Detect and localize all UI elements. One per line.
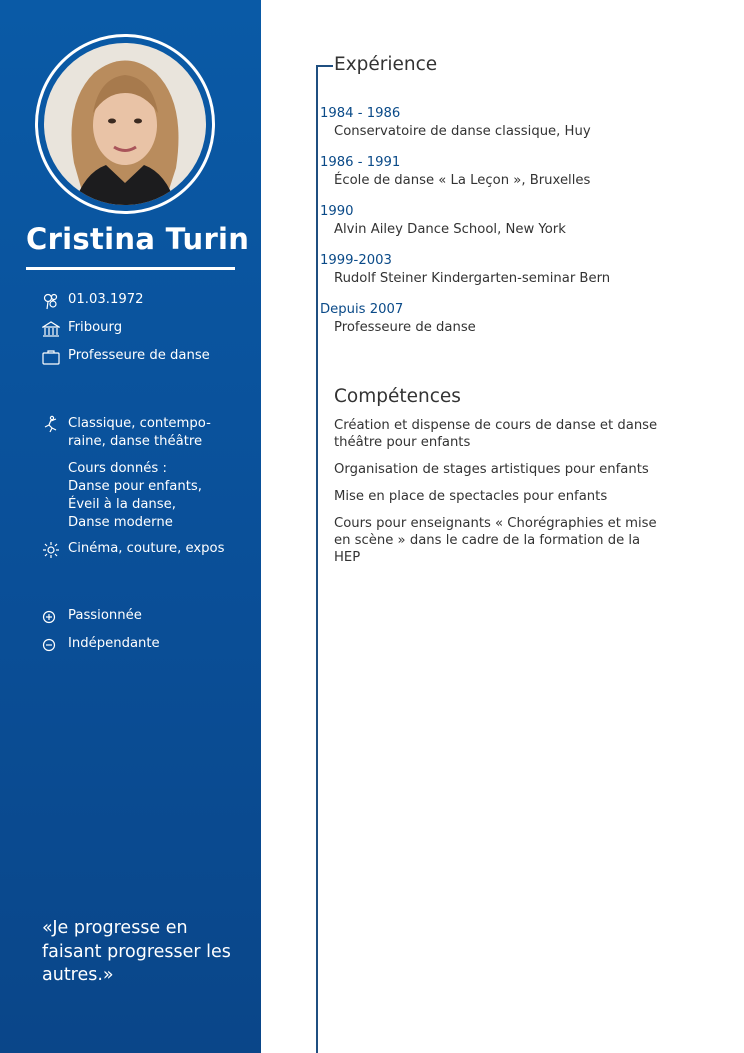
person-name: Cristina Turin	[26, 222, 250, 256]
skill-item	[334, 488, 684, 505]
name-underline	[26, 267, 235, 270]
experience-desc: Alvin Ailey Dance School, New York	[334, 222, 566, 237]
course-item: Danse pour enfants,	[68, 479, 202, 494]
birthday-icon	[42, 292, 60, 310]
experience-desc: École de danse « La Leçon », Bruxelles	[334, 173, 591, 188]
course-item: Danse moderne	[68, 515, 173, 530]
dancer-icon	[42, 415, 60, 433]
birthdate-row	[42, 292, 144, 310]
skill-line: en scène » dans le cadre de la formation de la	[334, 533, 641, 548]
dance-styles-line1: Classique, contempo-	[68, 416, 211, 431]
dance-styles-row	[42, 415, 211, 451]
skill-item	[334, 515, 684, 566]
courses-block	[68, 460, 202, 532]
skill-line: Organisation de stages artistiques pour enfants	[334, 462, 649, 477]
profession: Professeure de danse	[68, 348, 210, 363]
trait-negative-row	[42, 636, 160, 654]
minus-circle-icon	[42, 636, 60, 654]
skill-item	[334, 417, 684, 451]
experience-date: 1986 - 1991	[320, 155, 401, 170]
quote	[42, 917, 252, 988]
timeline-line	[316, 65, 318, 1053]
quote-line: autres.»	[42, 965, 114, 985]
experience-desc: Conservatoire de danse classique, Huy	[334, 124, 591, 139]
quote-line: «Je progresse en	[42, 918, 188, 938]
profile-photo	[44, 43, 206, 205]
experience-date: 1999-2003	[320, 253, 392, 268]
skill-item	[334, 461, 684, 478]
experience-date: 1990	[320, 204, 354, 219]
quote-line: faisant progresser les	[42, 941, 231, 962]
birthdate: 01.03.1972	[68, 292, 144, 307]
skill-line: HEP	[334, 550, 361, 565]
experience-desc: Professeure de danse	[334, 320, 476, 335]
dance-styles-line2: raine, danse théâtre	[68, 434, 203, 449]
trait-positive-row	[42, 608, 142, 626]
experience-desc: Rudolf Steiner Kindergarten-seminar Bern	[334, 271, 611, 286]
experience-title: Expérience	[334, 54, 438, 75]
hobbies-row	[42, 541, 225, 559]
course-item: Éveil à la danse,	[68, 497, 176, 512]
skill-line: Création et dispense de cours de danse et danse	[334, 418, 658, 433]
sidebar	[0, 0, 261, 1053]
courses-heading: Cours donnés :	[68, 461, 167, 476]
skills-title: Compétences	[334, 386, 461, 407]
experience-date: 1984 - 1986	[320, 106, 401, 121]
briefcase-icon	[42, 348, 60, 366]
timeline-tick	[316, 65, 333, 67]
hobbies: Cinéma, couture, expos	[68, 541, 225, 556]
hobbies-icon	[42, 541, 60, 559]
city: Fribourg	[68, 320, 123, 335]
trait-positive: Passionnée	[68, 608, 142, 623]
building-icon	[42, 320, 60, 338]
city-row	[42, 320, 122, 338]
plus-circle-icon	[42, 608, 60, 626]
experience-date: Depuis 2007	[320, 302, 404, 317]
profession-row	[42, 348, 210, 366]
skill-line: théâtre pour enfants	[334, 435, 471, 450]
skill-line: Mise en place de spectacles pour enfants	[334, 489, 608, 504]
trait-negative: Indépendante	[68, 636, 160, 651]
skill-line: Cours pour enseignants « Chorégraphies et mise	[334, 516, 657, 531]
